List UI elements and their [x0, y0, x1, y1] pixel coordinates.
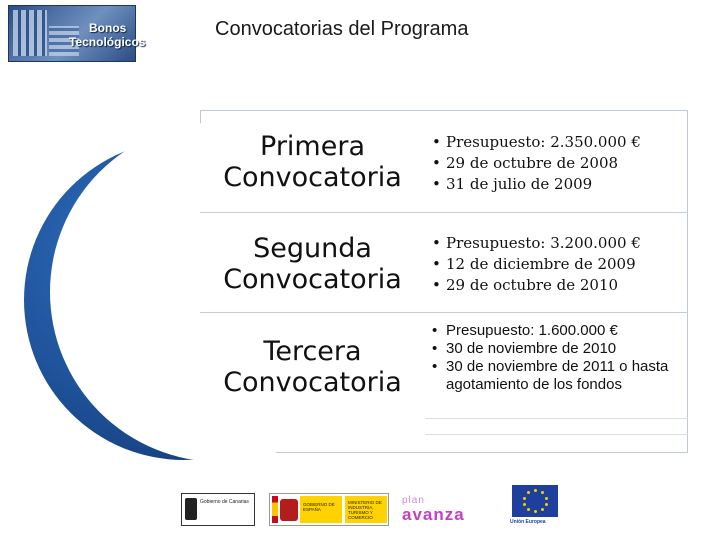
- logo-building-graphic: [13, 10, 47, 56]
- logo-line-2: Tecnológicos: [69, 35, 146, 49]
- spain-crest-icon: [280, 499, 298, 521]
- detail-item: • Presupuesto: 2.350.000 €: [430, 132, 685, 153]
- label-line: Convocatoria: [223, 367, 402, 398]
- detail-item: • 30 de noviembre de 2010: [430, 340, 685, 358]
- gobierno-canarias-logo: [181, 493, 255, 526]
- bonos-tecnologicos-logo: [8, 5, 146, 62]
- convocatoria-3-details: [430, 322, 685, 394]
- eu-caption: Unión Europea: [510, 519, 546, 525]
- convocatoria-1-details: [430, 132, 685, 195]
- page-title: Convocatorias del Programa: [215, 18, 469, 40]
- detail-item: • 29 de octubre de 2008: [430, 153, 685, 174]
- detail-item: • Presupuesto: 3.200.000 €: [430, 233, 685, 254]
- convocatoria-2-details: [430, 233, 685, 296]
- eu-star: [527, 508, 530, 511]
- avanza-text: avanza: [402, 505, 465, 524]
- label-line: Tercera: [263, 336, 362, 367]
- label-line: Convocatoria: [223, 162, 402, 193]
- label-line: Primera: [260, 131, 365, 162]
- eu-star: [523, 497, 526, 500]
- logo-text: [69, 21, 145, 49]
- label-line: Segunda: [253, 233, 372, 264]
- eu-flag-icon: [512, 485, 558, 517]
- eu-star: [541, 508, 544, 511]
- convocatoria-3-label: [205, 336, 420, 398]
- plan-avanza-logo: [400, 493, 500, 526]
- row-divider: [200, 212, 688, 213]
- eu-star: [534, 510, 537, 513]
- eu-star: [523, 503, 526, 506]
- convocatoria-1-label: [205, 131, 420, 193]
- plan-text: plan: [402, 495, 425, 506]
- detail-item: • 12 de diciembre de 2009: [430, 254, 685, 275]
- ministerio-text: MINISTERIO DE INDUSTRIA, TURISMO Y COMERCIO: [348, 500, 382, 520]
- eu-star: [534, 489, 537, 492]
- label-line: Convocatoria: [223, 264, 402, 295]
- detail-item: • 29 de octubre de 2010: [430, 275, 685, 296]
- union-europea-logo: [510, 480, 560, 532]
- row-divider: [425, 418, 688, 419]
- gobierno-espana-logo: [269, 493, 389, 526]
- detail-item: • Presupuesto: 1.600.000 €: [430, 322, 685, 340]
- row-divider: [200, 312, 688, 313]
- gobierno-text: GOBIERNO DE ESPAÑA: [303, 502, 335, 512]
- eu-star: [541, 491, 544, 494]
- logo-line-1: Bonos: [89, 21, 127, 35]
- detail-item: • 31 de julio de 2009: [430, 174, 685, 195]
- canarias-text: Gobierno de Canarias: [200, 499, 249, 505]
- canarias-shield-icon: [185, 498, 197, 520]
- eu-star: [545, 503, 548, 506]
- eu-star: [545, 497, 548, 500]
- spain-flag-icon: [272, 496, 278, 523]
- convocatoria-2-label: [205, 233, 420, 295]
- detail-item: • 30 de noviembre de 2011 o hasta agotamiento de los fondos: [430, 358, 685, 394]
- row-divider: [425, 434, 688, 435]
- eu-star: [527, 491, 530, 494]
